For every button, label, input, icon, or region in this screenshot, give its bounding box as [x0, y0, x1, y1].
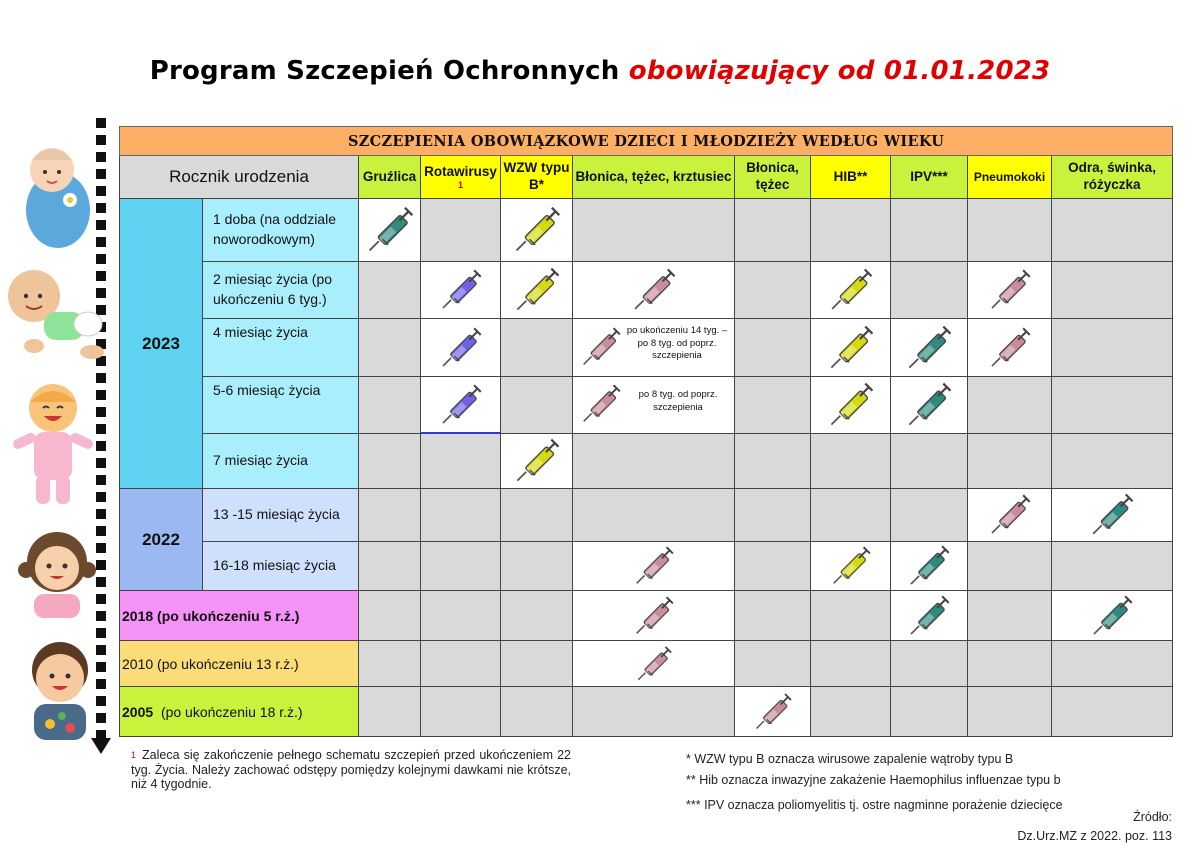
syringe-icon [826, 323, 876, 373]
empty-cell [359, 377, 421, 434]
empty-cell [811, 434, 891, 489]
empty-cell [735, 319, 811, 377]
vaccine-cell [811, 542, 891, 591]
footnote-1 [131, 748, 571, 792]
age-label: 16-18 miesiąc życia [203, 542, 359, 591]
empty-cell [735, 434, 811, 489]
table-row [120, 434, 1173, 489]
table-row [120, 319, 1173, 377]
vaccine-cell [1052, 591, 1173, 641]
empty-cell [359, 489, 421, 542]
empty-cell [811, 591, 891, 641]
col-rotawirusy-label: Rotawirusy [424, 163, 497, 179]
boy-icon [22, 632, 98, 740]
syringe-icon [632, 544, 676, 588]
vaccine-cell [735, 687, 811, 737]
vaccine-cell [891, 542, 968, 591]
age-label: 13 -15 miesiąc życia [203, 489, 359, 542]
dose-note: po ukończeniu 14 tyg. – po 8 tyg. od poprz. szczepienia [626, 325, 728, 361]
syringe-icon [829, 544, 873, 588]
vaccine-cell [891, 377, 968, 434]
vaccine-cell [573, 641, 735, 687]
empty-cell [891, 641, 968, 687]
table-row [120, 641, 1173, 687]
syringe-icon [826, 380, 876, 430]
age-label: 7 miesiąc życia [203, 434, 359, 489]
empty-cell [968, 542, 1052, 591]
age-label: 4 miesiąc życia [203, 319, 359, 377]
col-gruzlica: Gruźlica [359, 156, 421, 199]
vaccine-cell [573, 591, 735, 641]
row-label-2010: 2010 (po ukończeniu 13 r.ż.) [120, 641, 359, 687]
empty-cell [1052, 542, 1173, 591]
empty-cell [501, 687, 573, 737]
vaccine-cell [891, 319, 968, 377]
col-rotawirusy [421, 156, 501, 199]
year-2023: 2023 [120, 199, 203, 489]
empty-cell [573, 199, 735, 262]
row-label-2005-rest: (po ukończeniu 18 r.ż.) [160, 703, 303, 720]
empty-cell [735, 199, 811, 262]
vaccine-cell [811, 319, 891, 377]
empty-cell [968, 434, 1052, 489]
empty-cell [421, 434, 501, 489]
vaccine-cell [501, 199, 573, 262]
col-dtp: Błonica, tężec, krztusiec [573, 156, 735, 199]
empty-cell [501, 489, 573, 542]
vaccine-cell [968, 489, 1052, 542]
empty-cell [359, 262, 421, 319]
vaccine-cell [501, 262, 573, 319]
syringe-icon [438, 267, 484, 313]
empty-cell [891, 489, 968, 542]
baby-swaddled-icon [14, 138, 96, 250]
empty-cell [421, 542, 501, 591]
empty-cell [359, 542, 421, 591]
title-main: Program Szczepień Ochronnych [149, 56, 620, 86]
syringe-icon [438, 382, 484, 428]
empty-cell [359, 319, 421, 377]
empty-cell [968, 591, 1052, 641]
syringe-icon [632, 594, 676, 638]
empty-cell [359, 591, 421, 641]
source [1017, 808, 1172, 846]
crawling-baby-icon [4, 266, 104, 362]
empty-cell [1052, 687, 1173, 737]
age-label: 2 miesiąc życia (po ukończeniu 6 tyg.) [203, 262, 359, 319]
table-row [120, 489, 1173, 542]
page-title [0, 56, 1200, 86]
footnote-1-text: Zaleca się zakończenie pełnego schematu szczepień przed ukończeniem 22 tyg. Życia. Należy zachować odstępy pomiędzy kolejnymi dawkami nie krótsze, niż 4 tygodnie. [131, 748, 571, 791]
vaccine-cell [968, 319, 1052, 377]
syringe-icon [1089, 593, 1135, 639]
empty-cell [1052, 199, 1173, 262]
empty-cell [359, 687, 421, 737]
syringe-icon [906, 593, 952, 639]
empty-cell [421, 641, 501, 687]
footnote-wzw: * WZW typu B oznacza wirusowe zapalenie wątroby typu B [686, 752, 1014, 766]
vaccine-cell [421, 262, 501, 319]
empty-cell [968, 641, 1052, 687]
empty-cell [573, 434, 735, 489]
syringe-icon [827, 266, 875, 314]
empty-cell [1052, 434, 1173, 489]
syringe-icon [752, 691, 794, 733]
age-label: 5-6 miesiąc życia [203, 377, 359, 434]
empty-cell [811, 687, 891, 737]
empty-cell [501, 377, 573, 434]
vaccine-cell [501, 434, 573, 489]
table-header: SZCZEPIENIA OBOWIĄZKOWE DZIECI I MŁODZIEŻY WEDŁUG WIEKU [120, 127, 1173, 156]
vaccination-schedule-table [119, 126, 1173, 737]
empty-cell [1052, 641, 1173, 687]
empty-cell [811, 489, 891, 542]
empty-cell [421, 199, 501, 262]
row-label-2005 [120, 687, 359, 737]
empty-cell [735, 641, 811, 687]
empty-cell [891, 434, 968, 489]
vaccine-cell [573, 542, 735, 591]
empty-cell [1052, 377, 1173, 434]
syringe-icon [579, 382, 623, 426]
empty-cell [735, 489, 811, 542]
age-label: 1 doba (na oddziale noworodkowym) [203, 199, 359, 262]
vaccine-cell [421, 319, 501, 377]
empty-cell [359, 434, 421, 489]
empty-cell [1052, 319, 1173, 377]
row-label-2018: 2018 (po ukończeniu 5 r.ż.) [120, 591, 359, 641]
empty-cell [421, 489, 501, 542]
syringe-icon [511, 204, 563, 256]
divider [421, 432, 500, 434]
vaccine-cell [359, 199, 421, 262]
syringe-icon [904, 380, 954, 430]
col-wzw: WZW typu B* [501, 156, 573, 199]
syringe-icon [364, 204, 416, 256]
table-row [120, 199, 1173, 262]
syringe-icon [904, 323, 954, 373]
source-text: Dz.Urz.MZ z 2022. poz. 113 [1017, 829, 1172, 843]
girl-icon [18, 524, 96, 618]
empty-cell [573, 489, 735, 542]
empty-cell [421, 687, 501, 737]
syringe-icon [438, 325, 484, 371]
syringe-icon [987, 325, 1033, 371]
footnote-hib: ** Hib oznacza inwazyjne zakażenie Haemophilus influenzae typu b [686, 773, 1061, 787]
source-label: Źródło: [1133, 810, 1172, 824]
col-pneumokoki: Pneumokoki [968, 156, 1052, 199]
syringe-icon [906, 543, 952, 589]
vaccine-cell [891, 591, 968, 641]
empty-cell [359, 641, 421, 687]
syringe-icon [1088, 491, 1136, 539]
empty-cell [968, 687, 1052, 737]
empty-cell [1052, 262, 1173, 319]
empty-cell [501, 641, 573, 687]
empty-cell [421, 591, 501, 641]
row-year-2005: 2005 [122, 703, 154, 720]
title-date: obowiązujący od 01.01.2023 [628, 56, 1051, 86]
empty-cell [811, 199, 891, 262]
col-dt: Błonica, tężec [735, 156, 811, 199]
footnote-ipv: *** IPV oznacza poliomyelitis tj. ostre nagminne porażenie dziecięce [686, 798, 1063, 812]
col-ipv: IPV*** [891, 156, 968, 199]
footnote-ref: 1 [457, 180, 463, 191]
dose-note: po 8 tyg. od poprz. szczepienia [638, 389, 718, 413]
syringe-icon [630, 266, 678, 314]
timeline-arrow-icon [91, 738, 111, 754]
vaccine-cell [811, 262, 891, 319]
empty-cell [501, 319, 573, 377]
vaccine-cell [573, 262, 735, 319]
table-row [120, 542, 1173, 591]
empty-cell [735, 591, 811, 641]
empty-cell [968, 199, 1052, 262]
table-row [120, 377, 1173, 434]
year-2022: 2022 [120, 489, 203, 591]
empty-cell [891, 262, 968, 319]
empty-cell [811, 641, 891, 687]
vaccine-cell [421, 377, 501, 434]
vaccine-cell [811, 377, 891, 434]
syringe-icon [579, 325, 623, 369]
vaccine-cell [1052, 489, 1173, 542]
table-row [120, 262, 1173, 319]
footnote-1-marker: 1 [131, 750, 137, 760]
empty-cell [891, 687, 968, 737]
empty-cell [573, 687, 735, 737]
col-hib: HIB** [811, 156, 891, 199]
birth-year-header: Rocznik urodzenia [120, 156, 359, 199]
empty-cell [891, 199, 968, 262]
table-row [120, 591, 1173, 641]
syringe-icon [512, 265, 562, 315]
vaccine-cell [573, 377, 735, 434]
empty-cell [735, 377, 811, 434]
empty-cell [501, 542, 573, 591]
vaccine-cell [968, 262, 1052, 319]
col-mmr: Odra, świnka, różyczka [1052, 156, 1173, 199]
syringe-icon [634, 644, 674, 684]
empty-cell [735, 542, 811, 591]
empty-cell [501, 591, 573, 641]
syringe-icon [987, 267, 1033, 313]
toddler-icon [8, 380, 98, 508]
syringe-icon [987, 492, 1033, 538]
syringe-icon [512, 436, 562, 486]
empty-cell [968, 377, 1052, 434]
table-row [120, 687, 1173, 737]
empty-cell [735, 262, 811, 319]
vaccine-cell [573, 319, 735, 377]
